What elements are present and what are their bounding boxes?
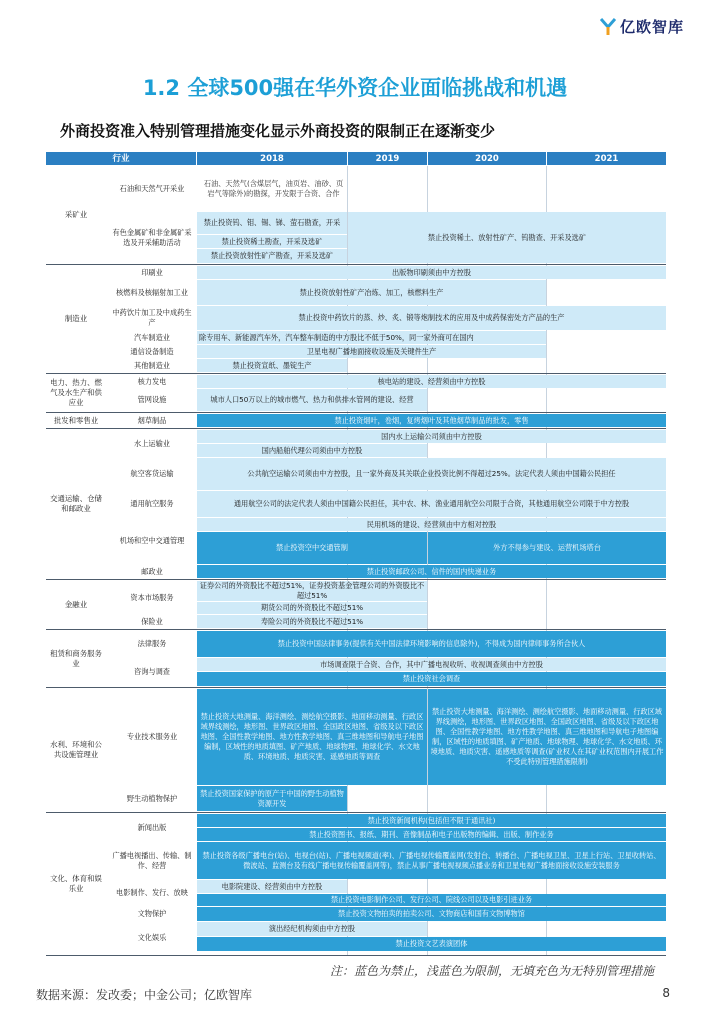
- industry-finance: 金融业: [64, 599, 88, 609]
- legend-note: 注：蓝色为禁止，浅蓝色为限制，无填充色为无特别管理措施: [329, 964, 654, 978]
- page-title: 1.2 全球500强在华外资企业面临挑战和机遇: [142, 76, 568, 100]
- section-divider: [46, 579, 666, 580]
- tobacco-2018: 禁止投资烟叶，卷烟，复烤烟叶及其他烟草制品的批发，零售: [197, 414, 666, 427]
- page-number: 8: [662, 986, 670, 1000]
- telecom-2018: 卫星电视广播地面接收设施及关键件生产: [197, 345, 546, 358]
- sub-news-publishing: 新闻出版: [137, 822, 167, 832]
- sub-legal: 法律服务: [137, 639, 167, 648]
- ship-agent-2018: 国内船舶代理公司须由中方控股: [197, 444, 427, 457]
- page-subtitle: 外商投资准入特别管理措施变化显示外商投资的限制正在逐渐变少: [60, 122, 496, 140]
- section-divider: [46, 428, 666, 429]
- sub-capital-market: 资本市场服务: [130, 592, 174, 602]
- industry-transport: 交通运输、仓储和邮政业: [50, 494, 102, 513]
- airport-2018: 禁止投资空中交通管制: [197, 532, 427, 564]
- industry-mining: 采矿业: [64, 209, 88, 219]
- sub-oil: 石油和天然气开采业: [119, 184, 185, 193]
- sub-general-aviation: 通用航空服务: [130, 499, 174, 508]
- legal-2018: 禁止投资中国法律事务(提供有关中国法律环境影响的信息除外)，不得成为国内律师事务所合伙人: [197, 631, 666, 657]
- data-source: 数据来源：发改委；中金公司；亿欧智库: [36, 988, 253, 1002]
- section-divider: [46, 412, 666, 413]
- section-divider: [46, 812, 666, 813]
- brand-name: 亿欧智库: [619, 18, 684, 36]
- other-mfg-2018: 禁止投资宣纸、墨锭生产: [197, 359, 347, 372]
- sub-insurance: 保险业: [141, 616, 163, 626]
- sub-air-transport: 航空客货运输: [130, 469, 174, 478]
- entertainment-2018: 演出经纪机构须由中方控股: [197, 922, 427, 936]
- news-2018-r1: 禁止投资新闻机构(包括但不限于通讯社): [197, 814, 666, 827]
- industry-leasing: 租赁和商务服务业: [50, 648, 102, 668]
- water-transport-2018: 国内水上运输公司须由中方控股: [197, 430, 666, 443]
- air-transport-2018: 公共航空运输公司须由中方控股，且一家外商及其关联企业投资比例不得超过25%。法定代表人须由中国籍公民担任: [197, 458, 666, 490]
- sub-nuclear-power: 核力发电: [137, 376, 167, 386]
- airport-2020: 外方不得参与建设、运营机场塔台: [428, 532, 666, 564]
- wildlife-2018: 禁止投资国家保护的原产于中国的野生动植物资源开发: [197, 786, 347, 811]
- industry-water: 水利、环境和公共设施管理业: [50, 740, 102, 759]
- section-divider: [46, 629, 666, 630]
- sub-metal: 有色金属矿和非金属矿采选及开采辅助活动: [112, 227, 192, 247]
- news-2018-r2: 禁止投资图书、报纸、期刊、音像制品和电子出版物的编辑、出版、制作业务: [197, 828, 666, 841]
- section-divider: [46, 373, 666, 374]
- broadcast-2018: 禁止投资各级广播电台(站)、电视台(站)、广播电视频道(率)、广播电视传输覆盖网(发射台、转播台、广播电视卫星、卫星上行站、卫星收转站、微波站、监测台及有线广播电视传输覆盖网等)，禁止从事广播电视视频点播业务和卫星电视广播地面接收设施安装服务: [197, 842, 666, 879]
- brand-logo-icon: [600, 18, 616, 36]
- sub-pipe: 管网设施: [137, 395, 167, 404]
- nuclear-power-2018: 核电站的建设、经营须由中方控股: [197, 375, 666, 388]
- nuclear-fuel-2018: 禁止投资放射性矿产冶炼、加工，核燃料生产: [197, 280, 546, 305]
- consulting-2018: 市场调查限于合资、合作，其中广播电视收听、收视调查须由中方控股: [197, 658, 666, 671]
- sub-other-mfg: 其他制造业: [134, 360, 170, 370]
- postal-2018: 禁止投资邮政公司、信件的国内快递业务: [197, 565, 666, 578]
- metal-2018-r1: 禁止投资钨、钼、锡、锑、萤石勘查，开采: [197, 212, 347, 234]
- sub-film: 电影制作、发行、放映: [116, 888, 188, 897]
- metal-2018-r3: 禁止投资放射性矿产勘查，开采及选矿: [197, 249, 347, 263]
- pipe-2018: 城市人口50万以上的城市燃气、热力和供排水管网的建设、经营: [197, 389, 427, 411]
- sub-tcm: 中药饮片加工及中成药生产: [112, 308, 192, 327]
- sub-airport: 机场和空中交通管理: [119, 536, 185, 545]
- film-2018: 禁止投资电影制作公司、发行公司、院线公司以及电影引进业务: [197, 894, 666, 906]
- relics-2018: 禁止投资文物拍卖的拍卖公司、文物商店和国有文物博物馆: [197, 907, 666, 921]
- entertainment-2019: 禁止投资文艺表演团体: [197, 937, 666, 951]
- metal-2019: 禁止投资稀土、放射性矿产、钨勘查、开采及选矿: [348, 212, 666, 263]
- industry-manufacturing: 制造业: [64, 314, 88, 323]
- industry-energy: 电力、热力、燃气及水生产和供应业: [50, 378, 102, 407]
- airport-build-2018: 民用机场的建设、经营须由中方相对控股: [197, 518, 666, 531]
- general-aviation-2018: 通用航空公司的法定代表人须由中国籍公民担任，其中农、林、渔业通用航空公司限于合资，其他通用航空公司限于中方控股: [197, 491, 666, 517]
- industry-wholesale: 批发和零售业: [53, 415, 99, 425]
- securities-2018: 证券公司的外资股比不超过51%，证券投资基金管理公司的外资股比不超过51%: [197, 581, 427, 601]
- section-divider: [46, 687, 666, 688]
- section-divider: [46, 264, 666, 265]
- sub-postal: 邮政业: [141, 566, 163, 576]
- sub-consulting: 咨询与调查: [134, 667, 170, 676]
- header-2021: 2021: [547, 152, 666, 165]
- tech-services-2019: 禁止投资大地测量、海洋测绘、测绘航空摄影、地面移动测量、行政区域界线测绘，地形图、世界政区地图、全国政区地图、省级及以下政区地图、全国性教学地图、地方性教学地图、真三维地图和导航电子地图编制，区域性的地质填图、矿产地质、地球物理、地球化学、水文地质、环境地质、地质灾害、遥感地质等调查(矿业权人在其矿业权范围内开展工作不受此特别管理措施限制): [428, 689, 666, 785]
- sub-relics: 文物保护: [137, 909, 167, 918]
- header-industry: 行业: [46, 152, 196, 165]
- sub-tech-services: 专业技术服务业: [126, 732, 178, 741]
- header-2020: 2020: [428, 152, 546, 165]
- sub-broadcast: 广播电视播出、传输、制作、经营: [112, 850, 192, 870]
- oil-2018: 石油、天然气(含煤层气，油页岩、油砂、页岩气等除外)的勘探，开发限于合资、合作: [203, 179, 344, 198]
- header-2018: 2018: [197, 152, 347, 165]
- policy-table: [46, 152, 666, 956]
- sub-wildlife: 野生动植物保护: [126, 793, 178, 803]
- tcm-2018: 禁止投资中药饮片的蒸、炒、炙、锻等炮制技术的应用及中成药保密处方产品的生产: [197, 306, 666, 330]
- brand-logo: [600, 16, 684, 37]
- sub-water-transport: 水上运输业: [134, 438, 170, 448]
- auto-2018: 除专用车、新能源汽车外，汽车整车制造的中方股比不低于50%，同一家外商可在国内: [197, 331, 546, 344]
- industry-culture: 文化、体育和娱乐业: [50, 874, 102, 893]
- tech-services-2018: 禁止投资大地测量、海洋测绘、测绘航空摄影、地面移动测量、行政区域界线测绘，地形图、世界政区地图、全国政区地图、省级及以下政区地图、全国性教学地图、地方性教学地图、真三维地图和导航电子地图编制，区域性的地质填图、矿产地质、地球物理、地球化学、水文地质、环境地质、地质灾害、遥感地质等调查: [197, 689, 427, 785]
- sub-auto: 汽车制造业: [134, 332, 170, 342]
- film-build-2018: 电影院建设、经营须由中方控股: [197, 880, 347, 893]
- sub-printing: 印刷业: [141, 267, 163, 277]
- sub-entertainment: 文化娱乐: [137, 933, 167, 942]
- sub-nuclear-fuel: 核燃料及核辐射加工业: [116, 287, 188, 297]
- sub-telecom: 通信设备制造: [130, 346, 174, 356]
- sub-tobacco: 烟草制品: [137, 415, 167, 425]
- futures-2018: 期货公司的外资股比不超过51%: [197, 602, 427, 614]
- insurance-2018: 寿险公司的外资股比不超过51%: [197, 615, 427, 628]
- printing-2018: 出版物印刷须由中方控股: [197, 266, 666, 279]
- metal-2018-r2: 禁止投资稀土勘查，开采及选矿: [197, 235, 347, 248]
- table-bottom-border: [46, 955, 666, 956]
- header-2019: 2019: [348, 152, 427, 165]
- consulting-2019: 禁止投资社会调查: [197, 672, 666, 686]
